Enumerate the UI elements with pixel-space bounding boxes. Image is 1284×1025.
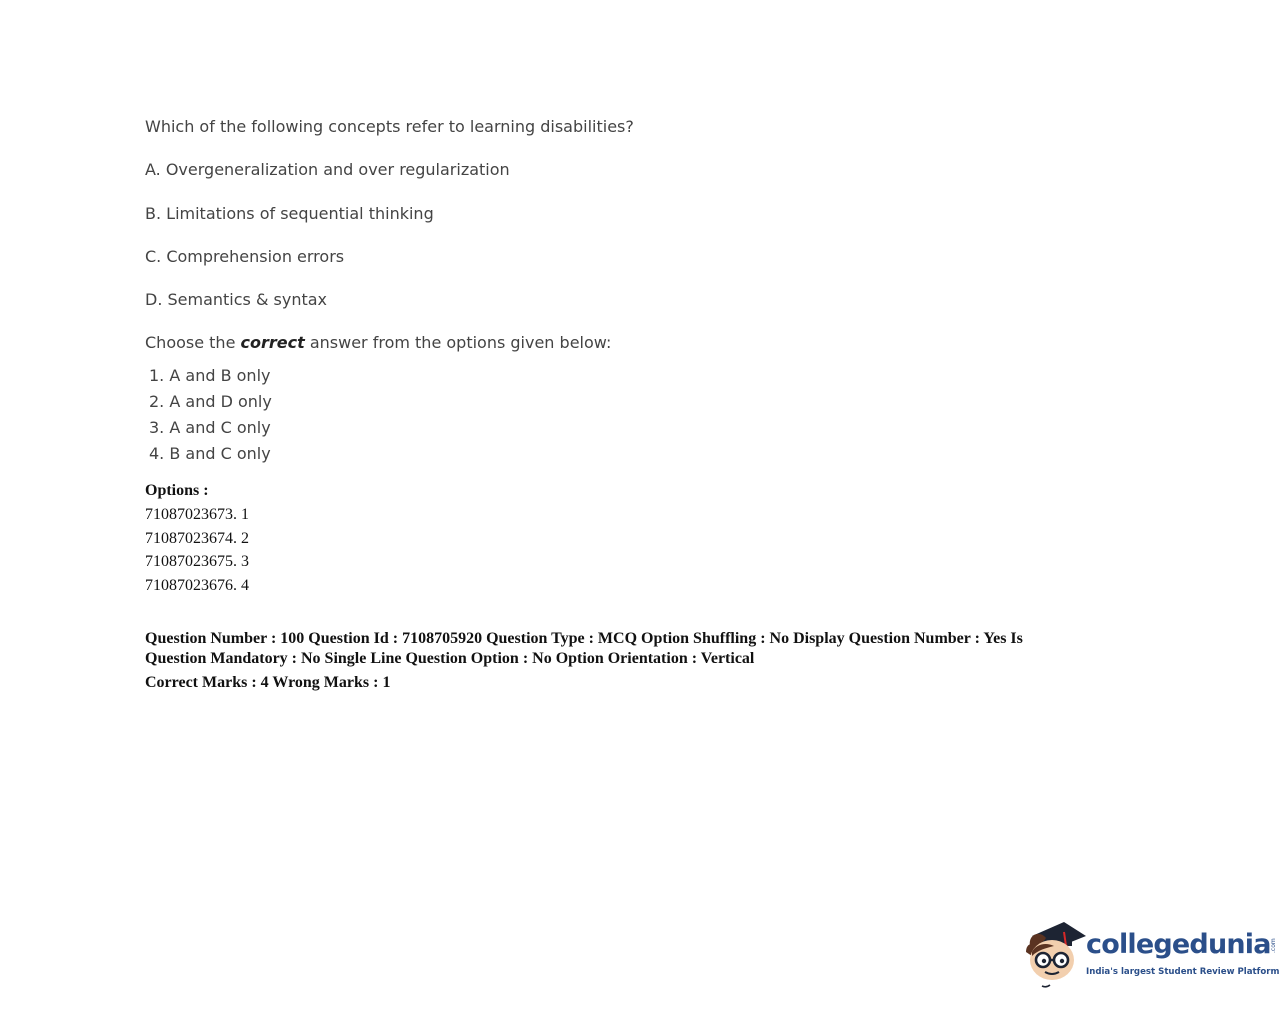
- statement-b: B. Limitations of sequential thinking: [145, 203, 434, 223]
- metadata-line-1: Question Number : 100 Question Id : 7108705920 Question Type : MCQ Option Shuffling : No Display Question Number : Yes Is: [145, 630, 1023, 647]
- question-metadata: [145, 629, 1125, 693]
- marks-line: Correct Marks : 4 Wrong Marks : 1: [145, 674, 391, 691]
- statement-c: C. Comprehension errors: [145, 246, 345, 266]
- brand-name: [1086, 928, 1281, 963]
- option-row: 71087023673. 1: [145, 506, 249, 523]
- question-instruction: [145, 330, 1125, 363]
- answer-choice: 4. B and C only: [149, 444, 271, 464]
- question-stem: Which of the following concepts refer to learning disabilities?: [145, 117, 634, 136]
- answer-choices-list: [145, 363, 1125, 467]
- options-block: [145, 479, 1125, 598]
- option-row: 71087023675. 3: [145, 553, 249, 571]
- metadata-line-2: Question Mandatory : No Single Line Question Option : No Option Orientation : Vertical: [145, 650, 755, 667]
- answer-choice: 3. A and C only: [149, 418, 271, 438]
- graduate-mascot-icon: [1024, 916, 1086, 988]
- collegedunia-logo: [1024, 916, 1280, 996]
- instruction-emphasis: correct: [240, 333, 305, 353]
- brand-tagline: India's largest Student Review Platform: [1086, 967, 1280, 977]
- statement-a: A. Overgeneralization and over regularization: [145, 160, 510, 180]
- instruction-text-before: Choose the: [145, 333, 241, 353]
- answer-choice: 2. A and D only: [149, 392, 272, 412]
- options-heading: Options :: [145, 482, 209, 499]
- instruction-text-after: answer from the options given below:: [304, 333, 612, 353]
- option-row: 71087023676. 4: [145, 577, 249, 595]
- question-block: [145, 114, 1125, 467]
- brand-domain-suffix: .com: [1269, 937, 1277, 953]
- brand-wordmark: collegedunia: [1086, 929, 1271, 960]
- option-row: 71087023674. 2: [145, 529, 249, 547]
- answer-choice: 1. A and B only: [149, 366, 271, 386]
- statement-d: D. Semantics & syntax: [145, 290, 328, 310]
